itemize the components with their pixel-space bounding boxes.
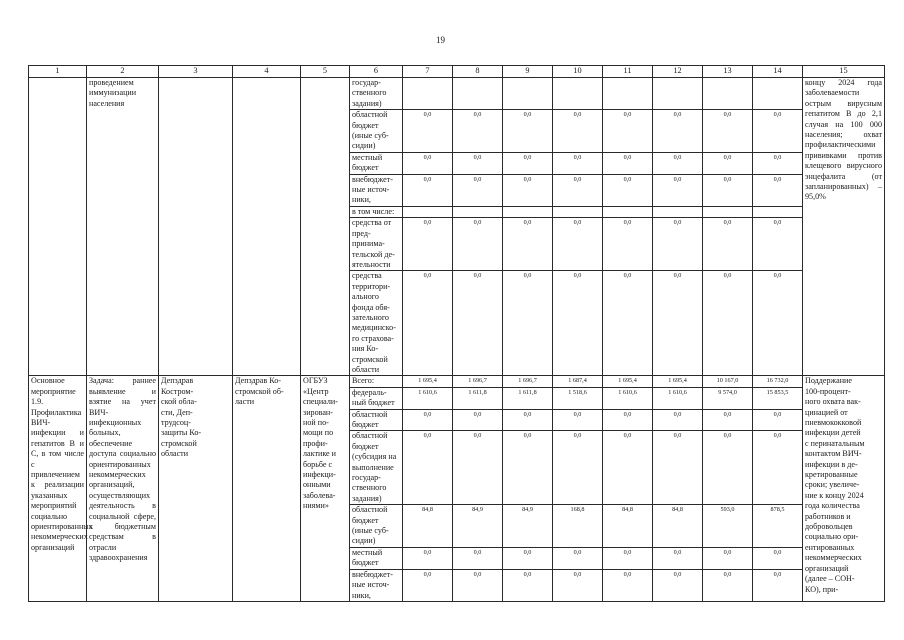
amount-cell bbox=[653, 206, 703, 217]
amount-cell: 0,0 bbox=[403, 218, 453, 271]
amount-cell: 0,0 bbox=[653, 271, 703, 376]
amount-cell: 0,0 bbox=[403, 152, 453, 174]
header-cell: 7 bbox=[403, 66, 453, 78]
amount-cell bbox=[653, 78, 703, 110]
amount-cell: 0,0 bbox=[653, 547, 703, 569]
amount-cell: 0,0 bbox=[453, 110, 503, 153]
amount-cell: 0,0 bbox=[603, 569, 653, 601]
amount-cell: 0,0 bbox=[503, 271, 553, 376]
amount-cell: 0,0 bbox=[603, 409, 653, 431]
header-cell: 14 bbox=[753, 66, 803, 78]
amount-cell: 1 695,4 bbox=[603, 376, 653, 387]
amount-cell: 84,9 bbox=[503, 505, 553, 548]
executor-cell: ОГБУЗ «Центр специали- зирован- ной по- мощи по профи- лактике и борьбе с инфекци- онными заболева- ниями» bbox=[301, 376, 350, 602]
amount-cell: 0,0 bbox=[653, 409, 703, 431]
amount-cell: 0,0 bbox=[603, 218, 653, 271]
amount-cell bbox=[403, 206, 453, 217]
amount-cell: 84,9 bbox=[453, 505, 503, 548]
amount-cell bbox=[703, 78, 753, 110]
header-cell: 12 bbox=[653, 66, 703, 78]
table-row bbox=[29, 376, 885, 387]
amount-cell: 0,0 bbox=[453, 174, 503, 206]
amount-cell: 0,0 bbox=[553, 271, 603, 376]
amount-cell: 0,0 bbox=[753, 174, 803, 206]
executor-cell bbox=[301, 78, 350, 376]
amount-cell: 1 696,7 bbox=[453, 376, 503, 387]
amount-cell: 0,0 bbox=[753, 431, 803, 505]
amount-cell: 0,0 bbox=[653, 110, 703, 153]
amount-cell: 0,0 bbox=[453, 431, 503, 505]
task-cell: проведением иммунизации населения bbox=[87, 78, 159, 376]
responsible-cell bbox=[233, 78, 301, 376]
funding-source-cell: местный бюджет bbox=[350, 547, 403, 569]
amount-cell: 0,0 bbox=[603, 547, 653, 569]
amount-cell: 0,0 bbox=[453, 547, 503, 569]
amount-cell: 0,0 bbox=[403, 174, 453, 206]
amount-cell: 0,0 bbox=[603, 174, 653, 206]
coordinator-cell bbox=[159, 78, 233, 376]
amount-cell: 1 611,8 bbox=[503, 387, 553, 409]
amount-cell: 0,0 bbox=[553, 547, 603, 569]
header-cell: 2 bbox=[87, 66, 159, 78]
amount-cell: 0,0 bbox=[503, 431, 553, 505]
amount-cell bbox=[703, 206, 753, 217]
amount-cell: 0,0 bbox=[703, 152, 753, 174]
amount-cell: 0,0 bbox=[453, 152, 503, 174]
amount-cell: 0,0 bbox=[703, 569, 753, 601]
funding-source-cell: Всего: bbox=[350, 376, 403, 387]
header-cell: 4 bbox=[233, 66, 301, 78]
amount-cell: 0,0 bbox=[503, 110, 553, 153]
amount-cell bbox=[753, 206, 803, 217]
amount-cell bbox=[503, 78, 553, 110]
amount-cell bbox=[553, 78, 603, 110]
amount-cell bbox=[753, 78, 803, 110]
amount-cell: 0,0 bbox=[503, 547, 553, 569]
amount-cell: 1 695,4 bbox=[653, 376, 703, 387]
amount-cell: 0,0 bbox=[703, 218, 753, 271]
header-cell: 5 bbox=[301, 66, 350, 78]
amount-cell: 0,0 bbox=[703, 174, 753, 206]
measure-name-cell bbox=[29, 78, 87, 376]
amount-cell: 593,0 bbox=[703, 505, 753, 548]
amount-cell: 0,0 bbox=[703, 271, 753, 376]
amount-cell: 84,8 bbox=[403, 505, 453, 548]
funding-source-cell: областной бюджет bbox=[350, 409, 403, 431]
amount-cell: 0,0 bbox=[403, 547, 453, 569]
amount-cell: 0,0 bbox=[403, 110, 453, 153]
header-cell: 8 bbox=[453, 66, 503, 78]
amount-cell: 1 610,6 bbox=[653, 387, 703, 409]
program-table bbox=[28, 65, 885, 602]
amount-cell: 0,0 bbox=[653, 569, 703, 601]
funding-source-cell: в том числе: bbox=[350, 206, 403, 217]
amount-cell: 1 518,6 bbox=[553, 387, 603, 409]
funding-source-cell: государ- ственного задания) bbox=[350, 78, 403, 110]
amount-cell: 168,8 bbox=[553, 505, 603, 548]
header-cell: 3 bbox=[159, 66, 233, 78]
amount-cell: 1 695,4 bbox=[403, 376, 453, 387]
amount-cell: 0,0 bbox=[553, 569, 603, 601]
funding-source-cell: средства от пред- принима- тельской де- ятельности bbox=[350, 218, 403, 271]
amount-cell: 0,0 bbox=[753, 547, 803, 569]
funding-source-cell: внебюджет- ные источ- ники, bbox=[350, 174, 403, 206]
amount-cell: 0,0 bbox=[603, 110, 653, 153]
measure-name-cell: Основное мероприятие 1.9. Профилактика ВИЧ-инфекции и гепатитов В и С, в том числе с привлечением к реализации указанных мероприятий социально ориентированных некоммерческих организаций bbox=[29, 376, 87, 602]
amount-cell: 1 687,4 bbox=[553, 376, 603, 387]
amount-cell: 1 610,6 bbox=[603, 387, 653, 409]
amount-cell: 0,0 bbox=[553, 152, 603, 174]
amount-cell: 0,0 bbox=[453, 271, 503, 376]
amount-cell: 0,0 bbox=[453, 409, 503, 431]
amount-cell: 15 853,5 bbox=[753, 387, 803, 409]
header-cell: 15 bbox=[803, 66, 885, 78]
amount-cell bbox=[603, 78, 653, 110]
amount-cell: 0,0 bbox=[503, 152, 553, 174]
amount-cell bbox=[603, 206, 653, 217]
amount-cell: 0,0 bbox=[653, 218, 703, 271]
amount-cell: 0,0 bbox=[703, 409, 753, 431]
amount-cell: 1 611,8 bbox=[453, 387, 503, 409]
amount-cell: 0,0 bbox=[403, 271, 453, 376]
amount-cell bbox=[503, 206, 553, 217]
header-row bbox=[29, 66, 885, 78]
amount-cell: 0,0 bbox=[703, 431, 753, 505]
amount-cell: 0,0 bbox=[753, 152, 803, 174]
amount-cell bbox=[553, 206, 603, 217]
amount-cell: 10 167,0 bbox=[703, 376, 753, 387]
funding-source-cell: областной бюджет (субсидия на выполнение государ- ственного задания) bbox=[350, 431, 403, 505]
funding-source-cell: внебюджет- ные источ- ники, bbox=[350, 569, 403, 601]
amount-cell: 0,0 bbox=[503, 174, 553, 206]
header-cell: 1 bbox=[29, 66, 87, 78]
amount-cell: 0,0 bbox=[403, 409, 453, 431]
amount-cell: 0,0 bbox=[553, 174, 603, 206]
amount-cell: 9 574,0 bbox=[703, 387, 753, 409]
amount-cell: 84,8 bbox=[603, 505, 653, 548]
target-indicator-cell: концу 2024 года заболеваемости острым вирусным гепатитом В до 2,1 случая на 100 000 населения; охват профилактическими прививками против клещевого вирусного энцефалита (от запланированных) – 95,0% bbox=[803, 78, 885, 376]
header-cell: 9 bbox=[503, 66, 553, 78]
amount-cell: 0,0 bbox=[753, 218, 803, 271]
amount-cell bbox=[453, 78, 503, 110]
funding-source-cell: средства территори- ального фонда обя- зательного медицинско- го страхова- ния Ко- стромской области bbox=[350, 271, 403, 376]
amount-cell: 0,0 bbox=[553, 409, 603, 431]
amount-cell bbox=[403, 78, 453, 110]
amount-cell: 0,0 bbox=[703, 547, 753, 569]
amount-cell: 878,5 bbox=[753, 505, 803, 548]
header-cell: 11 bbox=[603, 66, 653, 78]
page-number: 19 bbox=[436, 35, 445, 45]
table-row bbox=[29, 78, 885, 110]
funding-source-cell: федераль- ный бюджет bbox=[350, 387, 403, 409]
amount-cell: 0,0 bbox=[553, 431, 603, 505]
amount-cell: 0,0 bbox=[403, 431, 453, 505]
amount-cell: 0,0 bbox=[503, 218, 553, 271]
amount-cell: 84,8 bbox=[653, 505, 703, 548]
amount-cell bbox=[453, 206, 503, 217]
amount-cell: 0,0 bbox=[403, 569, 453, 601]
header-cell: 10 bbox=[553, 66, 603, 78]
funding-source-cell: областной бюджет (иные суб- сидии) bbox=[350, 505, 403, 548]
amount-cell: 0,0 bbox=[753, 569, 803, 601]
amount-cell: 0,0 bbox=[753, 271, 803, 376]
amount-cell: 0,0 bbox=[603, 271, 653, 376]
funding-source-cell: местный бюджет bbox=[350, 152, 403, 174]
coordinator-cell: Депздрав Костром- ской обла- сти, Деп- трудсоц- защиты Ко- стромской области bbox=[159, 376, 233, 602]
amount-cell: 0,0 bbox=[753, 409, 803, 431]
amount-cell: 0,0 bbox=[653, 174, 703, 206]
amount-cell: 0,0 bbox=[553, 218, 603, 271]
amount-cell: 0,0 bbox=[653, 152, 703, 174]
amount-cell: 0,0 bbox=[753, 110, 803, 153]
amount-cell: 0,0 bbox=[503, 409, 553, 431]
target-indicator-cell: Поддержание 100-процент- ного охвата вак- цинацией от пневмококковой инфекции детей с перинатальным контактом ВИЧ- инфекции в де- кретированные сроки; увеличе- ние к концу 2024 года количества работников и добровольцев социально ори- ентированных некоммерческих организаций (далее – СОН- КО), при- bbox=[803, 376, 885, 602]
amount-cell: 0,0 bbox=[603, 431, 653, 505]
amount-cell: 0,0 bbox=[603, 152, 653, 174]
amount-cell: 16 732,0 bbox=[753, 376, 803, 387]
responsible-cell: Депздрав Ко- стромской об- ласти bbox=[233, 376, 301, 602]
header-cell: 6 bbox=[350, 66, 403, 78]
amount-cell: 0,0 bbox=[553, 110, 603, 153]
amount-cell: 0,0 bbox=[453, 218, 503, 271]
amount-cell: 1 696,7 bbox=[503, 376, 553, 387]
table-body bbox=[29, 66, 885, 602]
amount-cell: 0,0 bbox=[653, 431, 703, 505]
header-cell: 13 bbox=[703, 66, 753, 78]
task-cell: Задача: раннее выявление и взятие на учет ВИЧ-инфекционных больных, обеспечение доступа социально ориентированных некоммерческих организаций, осуществляющих деятельность в социальной сфере, к бюджетным средствам в отрасли здравоохранения bbox=[87, 376, 159, 602]
amount-cell: 0,0 bbox=[453, 569, 503, 601]
funding-source-cell: областной бюджет (иные суб- сидии) bbox=[350, 110, 403, 153]
amount-cell: 0,0 bbox=[503, 569, 553, 601]
amount-cell: 1 610,6 bbox=[403, 387, 453, 409]
amount-cell: 0,0 bbox=[703, 110, 753, 153]
